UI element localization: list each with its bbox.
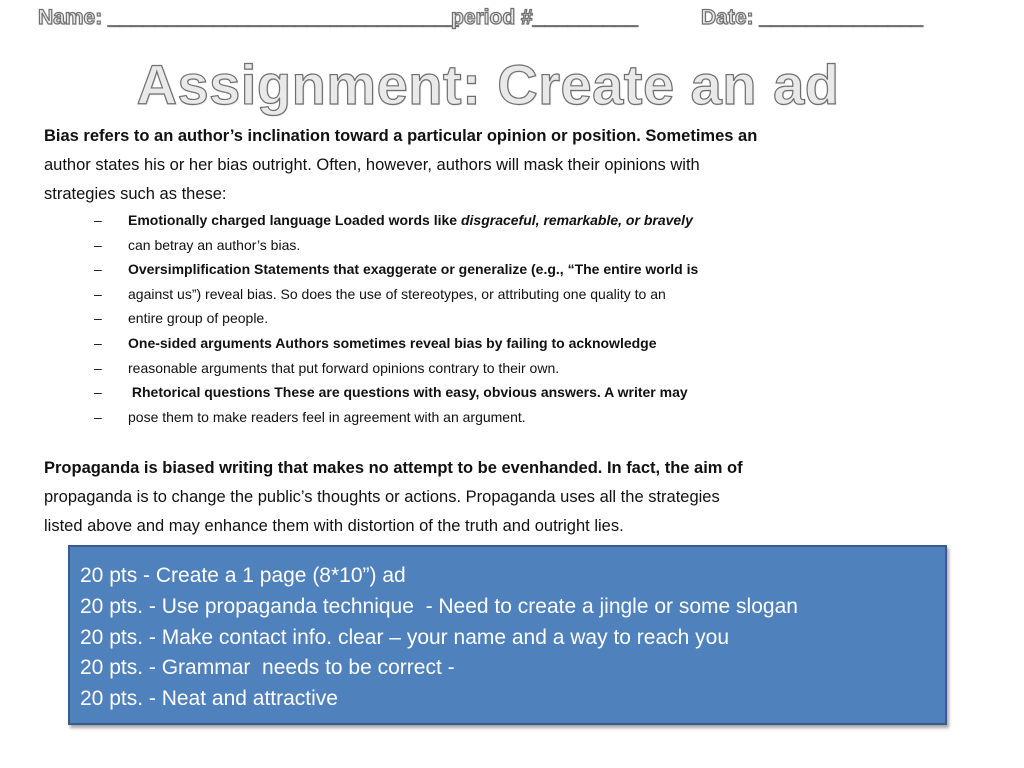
rubric-item: 20 pts. - Grammar needs to be correct - xyxy=(80,656,455,680)
propaganda-line: Propaganda is biased writing that makes no attempt to be evenhanded. In fact, the aim of xyxy=(44,459,743,477)
rubric-box xyxy=(68,545,947,725)
bullet-italic-text: disgraceful, remarkable, or bravely xyxy=(460,212,693,228)
list-item xyxy=(94,257,794,282)
dash-bullet: – xyxy=(94,310,102,327)
list-item xyxy=(94,306,794,331)
list-item xyxy=(94,405,794,430)
bias-strategies-list xyxy=(94,208,794,429)
dash-bullet: – xyxy=(94,261,102,278)
propaganda-line: propaganda is to change the public’s thoughts or actions. Propaganda uses all the strategies xyxy=(44,488,720,506)
bias-paragraph xyxy=(44,122,814,209)
dash-bullet: – xyxy=(94,359,102,376)
list-item xyxy=(94,380,794,405)
bullet-bold-text: Rhetorical questions These are questions with easy, obvious answers. A writer may xyxy=(128,384,688,401)
bias-line: author states his or her bias outright. Often, however, authors will mask their opinions with xyxy=(44,156,700,174)
list-item xyxy=(94,233,794,258)
dash-bullet: – xyxy=(94,285,102,302)
list-item xyxy=(94,356,794,381)
date-field: Date: ______________ xyxy=(701,6,923,29)
bias-line: strategies such as these: xyxy=(44,185,227,203)
page-title: Assignment: Create an ad xyxy=(136,53,840,116)
dash-bullet: – xyxy=(94,408,102,425)
rubric-item: 20 pts - Create a 1 page (8*10”) ad xyxy=(80,564,406,587)
name-field: Name: ______________________________ xyxy=(38,6,459,29)
bullet-text: reasonable arguments that put forward opinions contrary to their own. xyxy=(128,359,560,376)
propaganda-line: listed above and may enhance them with distortion of the truth and outright lies. xyxy=(44,517,624,535)
bullet-bold-text: One-sided arguments Authors sometimes reveal bias by failing to acknowledge xyxy=(128,334,657,351)
rubric-item: 20 pts. - Neat and attractive xyxy=(80,687,338,711)
dash-bullet: – xyxy=(94,334,102,351)
bullet-bold-text: Emotionally charged language Loaded words like xyxy=(128,212,461,228)
list-item xyxy=(94,282,794,307)
rubric-item: 20 pts. - Make contact info. clear – your name and a way to reach you xyxy=(80,625,730,649)
bias-line: Bias refers to an author’s inclination toward a particular opinion or position. Sometimes an xyxy=(44,127,758,145)
list-item xyxy=(94,331,794,356)
bullet-text: pose them to make readers feel in agreement with an argument. xyxy=(128,408,526,425)
bullet-text: can betray an author’s bias. xyxy=(128,236,301,253)
bullet-text: against us”) reveal bias. So does the use of stereotypes, or attributing one quality to an xyxy=(128,285,666,302)
propaganda-paragraph xyxy=(44,454,814,541)
bullet-bold-text: Oversimplification Statements that exaggerate or generalize (e.g., “The entire world is xyxy=(128,261,699,278)
dash-bullet: – xyxy=(94,212,102,228)
bullet-text: entire group of people. xyxy=(128,310,269,327)
dash-bullet: – xyxy=(94,236,102,253)
list-item xyxy=(94,208,794,233)
period-field: period #_________ xyxy=(451,6,638,29)
dash-bullet: – xyxy=(94,384,102,401)
rubric-item: 20 pts. - Use propaganda technique - Need to create a jingle or some slogan xyxy=(80,594,798,618)
